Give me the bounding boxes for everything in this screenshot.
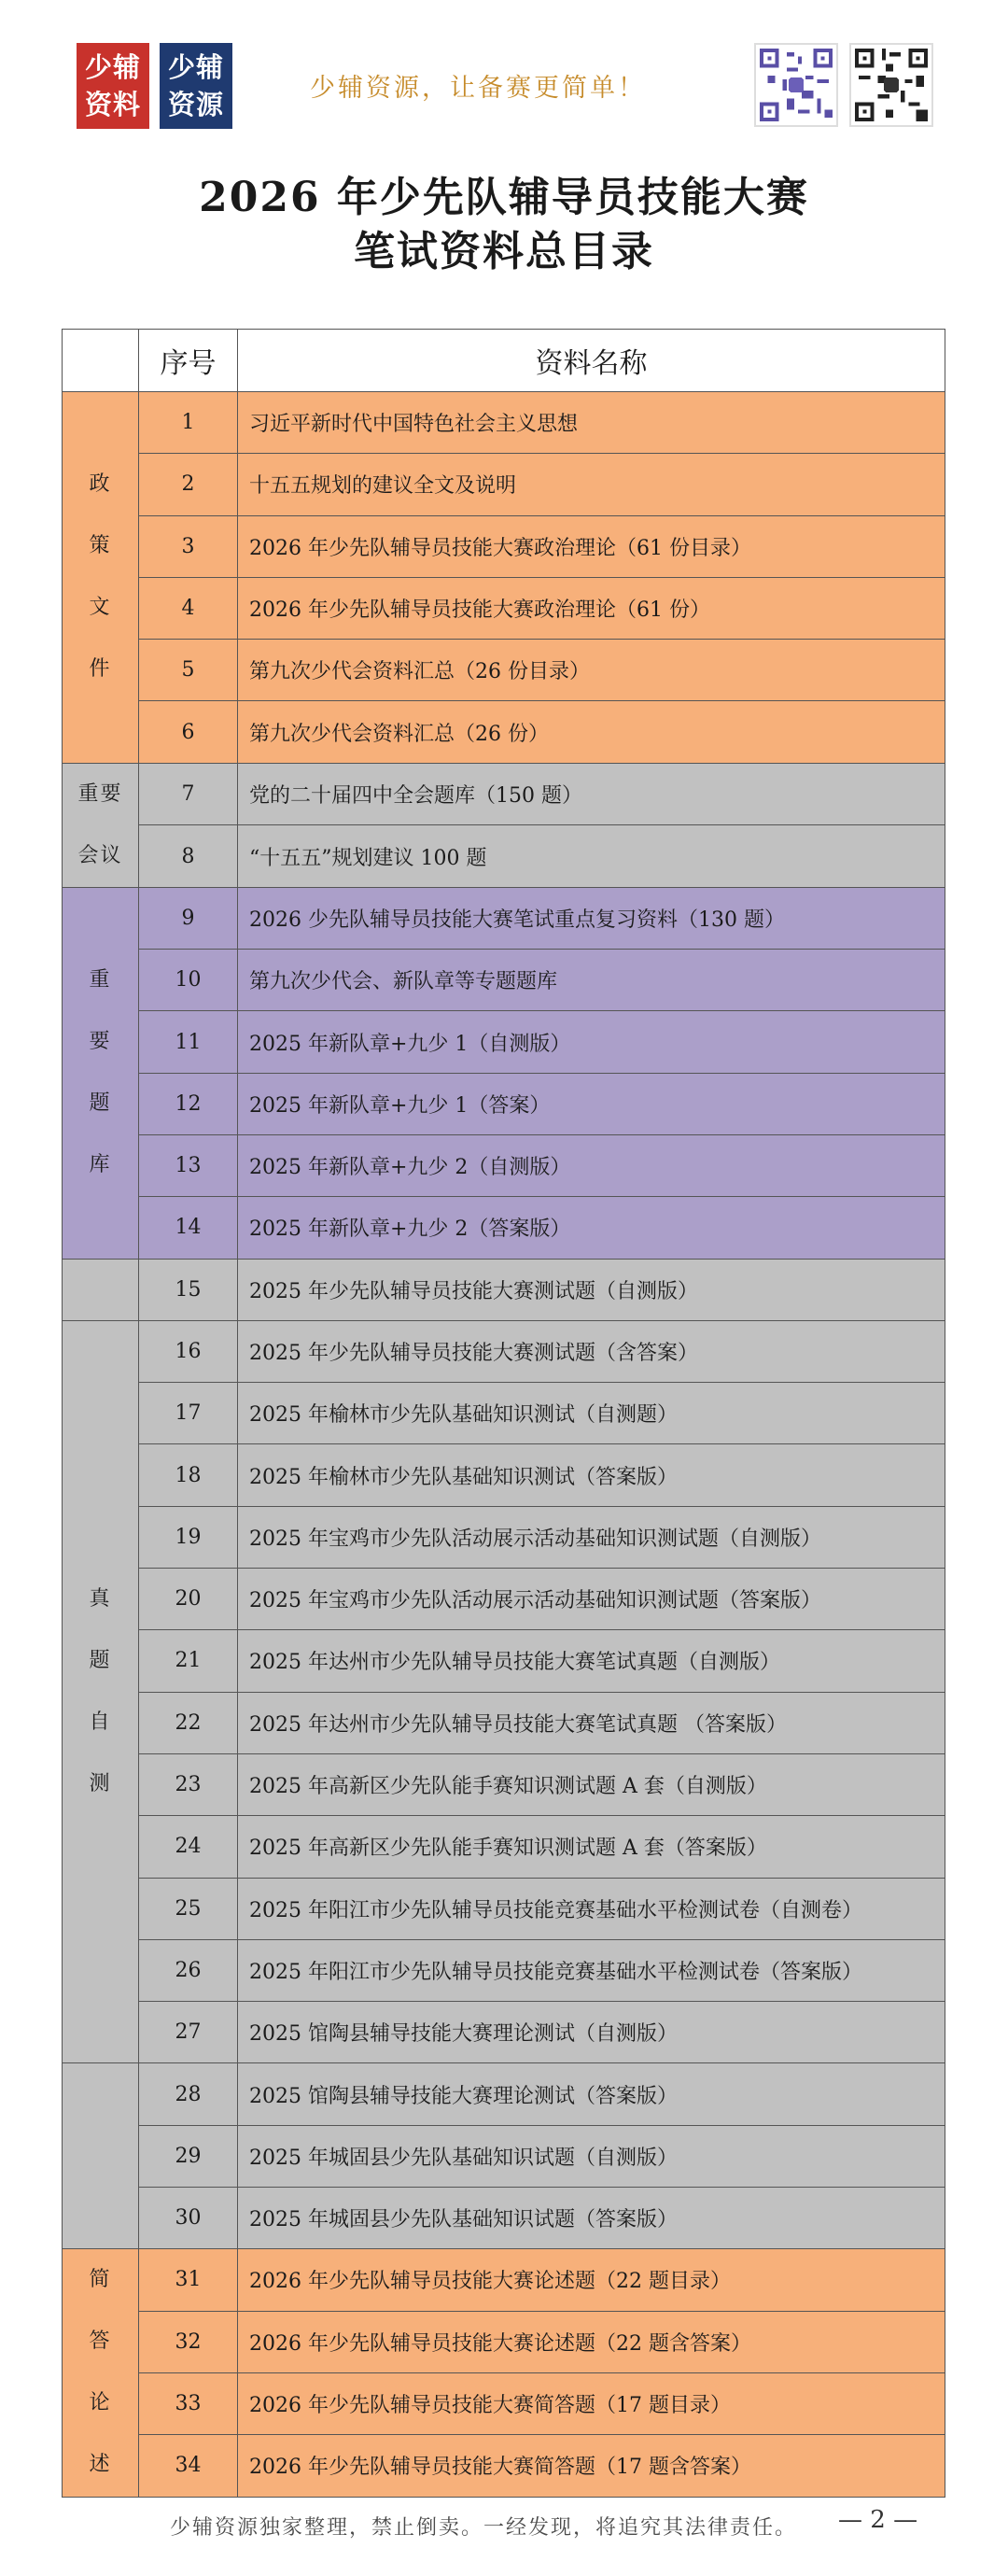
row-number: 29 bbox=[139, 2125, 238, 2187]
table-row bbox=[63, 1630, 945, 1692]
table-row bbox=[63, 1878, 945, 1939]
row-title: 2025 年阳江市少先队辅导员技能竞赛基础水平检测试卷（答案版） bbox=[238, 1939, 945, 2001]
category-important-meetings: 重要 会议 bbox=[63, 763, 139, 887]
row-number: 34 bbox=[139, 2435, 238, 2497]
row-number: 7 bbox=[139, 763, 238, 825]
catalog-table bbox=[62, 329, 945, 2498]
qr-code-icon bbox=[849, 43, 933, 127]
category-policy-documents: 政 策 文 件 bbox=[63, 392, 139, 764]
table-row bbox=[63, 2372, 945, 2434]
row-title: 2025 年新队章+九少 2（自测版） bbox=[238, 1134, 945, 1196]
row-title: 2025 年少先队辅导员技能大赛测试题（含答案） bbox=[238, 1320, 945, 1382]
table-row bbox=[63, 2002, 945, 2063]
category-short-answer-essay: 简 答 论 述 bbox=[63, 2249, 139, 2497]
row-title: 2026 少先队辅导员技能大赛笔试重点复习资料（130 题） bbox=[238, 887, 945, 949]
row-title: 2025 年高新区少先队能手赛知识测试题 A 套（答案版） bbox=[238, 1816, 945, 1878]
row-number: 17 bbox=[139, 1383, 238, 1444]
row-title: 党的二十届四中全会题库（150 题） bbox=[238, 763, 945, 825]
table-row bbox=[63, 640, 945, 701]
row-number: 11 bbox=[139, 1011, 238, 1073]
table-row bbox=[63, 1753, 945, 1815]
row-number: 1 bbox=[139, 392, 238, 454]
row-title: 第九次少代会资料汇总（26 份） bbox=[238, 701, 945, 763]
row-number: 32 bbox=[139, 2311, 238, 2372]
category-blank bbox=[63, 2063, 139, 2249]
row-title: 2026 年少先队辅导员技能大赛简答题（17 题含答案） bbox=[238, 2435, 945, 2497]
table-row bbox=[63, 2063, 945, 2125]
table-row bbox=[63, 2188, 945, 2249]
table-row bbox=[63, 1197, 945, 1259]
row-number: 27 bbox=[139, 2002, 238, 2063]
category-question-bank: 重 要 题 库 bbox=[63, 887, 139, 1259]
row-title: 2025 年高新区少先队能手赛知识测试题 A 套（自测版） bbox=[238, 1753, 945, 1815]
row-title: 2025 年城固县少先队基础知识试题（自测版） bbox=[238, 2125, 945, 2187]
table-row bbox=[63, 1506, 945, 1568]
table-row bbox=[63, 763, 945, 825]
table-row bbox=[63, 1011, 945, 1073]
table-row bbox=[63, 2249, 945, 2311]
row-title: 2025 年宝鸡市少先队活动展示活动基础知识测试题（答案版） bbox=[238, 1569, 945, 1630]
table-row bbox=[63, 2125, 945, 2187]
page-number: — 2 — bbox=[838, 2506, 918, 2534]
row-title: 2025 年宝鸡市少先队活动展示活动基础知识测试题（自测版） bbox=[238, 1506, 945, 1568]
page-title: 2026 年少先队辅导员技能大赛 bbox=[199, 174, 809, 221]
table-row bbox=[63, 392, 945, 454]
page-subtitle: 笔试资料总目录 bbox=[354, 228, 654, 275]
row-title: 2025 年榆林市少先队基础知识测试（答案版） bbox=[238, 1444, 945, 1506]
table-header-row bbox=[63, 330, 945, 392]
table-row bbox=[63, 2311, 945, 2372]
row-number: 21 bbox=[139, 1630, 238, 1692]
table-row bbox=[63, 1939, 945, 2001]
row-title: 2026 年少先队辅导员技能大赛简答题（17 题目录） bbox=[238, 2372, 945, 2434]
row-number: 30 bbox=[139, 2188, 238, 2249]
row-number: 28 bbox=[139, 2063, 238, 2125]
table-row bbox=[63, 577, 945, 639]
row-number: 26 bbox=[139, 1939, 238, 2001]
logo-shaofu-ziliao: 少辅 资料 bbox=[77, 43, 149, 129]
table-row bbox=[63, 1692, 945, 1753]
header-number: 序号 bbox=[139, 330, 238, 392]
table-row bbox=[63, 1383, 945, 1444]
row-title: 2025 年榆林市少先队基础知识测试（自测题） bbox=[238, 1383, 945, 1444]
table-row bbox=[63, 454, 945, 515]
row-title: 2025 年新队章+九少 1（答案） bbox=[238, 1073, 945, 1134]
table-row bbox=[63, 515, 945, 577]
row-number: 16 bbox=[139, 1320, 238, 1382]
row-number: 19 bbox=[139, 1506, 238, 1568]
row-title: 2026 年少先队辅导员技能大赛论述题（22 题目录） bbox=[238, 2249, 945, 2311]
row-number: 8 bbox=[139, 825, 238, 888]
category-real-exam-self-test: 真 题 自 测 bbox=[63, 1320, 139, 2063]
table-row bbox=[63, 701, 945, 763]
footer-notice: 少辅资源独家整理，禁止倒卖。一经发现，将追究其法律责任。 bbox=[170, 2516, 798, 2540]
row-title: 2025 年少先队辅导员技能大赛测试题（自测版） bbox=[238, 1259, 945, 1320]
qr-code-icon bbox=[754, 43, 838, 127]
table-row bbox=[63, 950, 945, 1011]
row-number: 25 bbox=[139, 1878, 238, 1939]
header-category bbox=[63, 330, 139, 392]
row-number: 33 bbox=[139, 2372, 238, 2434]
table-row bbox=[63, 887, 945, 949]
row-number: 22 bbox=[139, 1692, 238, 1753]
row-number: 13 bbox=[139, 1134, 238, 1196]
row-number: 14 bbox=[139, 1197, 238, 1259]
row-number: 4 bbox=[139, 577, 238, 639]
table-row bbox=[63, 1444, 945, 1506]
row-number: 20 bbox=[139, 1569, 238, 1630]
row-number: 3 bbox=[139, 515, 238, 577]
table-row bbox=[63, 1320, 945, 1382]
row-number: 15 bbox=[139, 1259, 238, 1320]
row-title: 第九次少代会、新队章等专题题库 bbox=[238, 950, 945, 1011]
table-row bbox=[63, 1259, 945, 1320]
row-number: 12 bbox=[139, 1073, 238, 1134]
row-title: 2026 年少先队辅导员技能大赛政治理论（61 份目录） bbox=[238, 515, 945, 577]
row-title: 2026 年少先队辅导员技能大赛政治理论（61 份） bbox=[238, 577, 945, 639]
row-title: 2025 年达州市少先队辅导员技能大赛笔试真题（自测版） bbox=[238, 1630, 945, 1692]
table-row bbox=[63, 1134, 945, 1196]
table-row bbox=[63, 1073, 945, 1134]
row-number: 5 bbox=[139, 640, 238, 701]
row-number: 31 bbox=[139, 2249, 238, 2311]
row-number: 24 bbox=[139, 1816, 238, 1878]
row-title: 2025 年城固县少先队基础知识试题（答案版） bbox=[238, 2188, 945, 2249]
slogan: 少辅资源，让备赛更简单！ bbox=[310, 74, 646, 103]
category-blank bbox=[63, 1259, 139, 1320]
row-title: 2025 年达州市少先队辅导员技能大赛笔试真题 （答案版） bbox=[238, 1692, 945, 1753]
row-number: 2 bbox=[139, 454, 238, 515]
row-title: 2025 馆陶县辅导技能大赛理论测试（自测版） bbox=[238, 2002, 945, 2063]
row-title: 2025 馆陶县辅导技能大赛理论测试（答案版） bbox=[238, 2063, 945, 2125]
row-title: 2026 年少先队辅导员技能大赛论述题（22 题含答案） bbox=[238, 2311, 945, 2372]
row-title: 十五五规划的建议全文及说明 bbox=[238, 454, 945, 515]
logo-shaofu-ziyuan: 少辅 资源 bbox=[160, 43, 232, 129]
row-title: 习近平新时代中国特色社会主义思想 bbox=[238, 392, 945, 454]
row-title: “十五五”规划建议 100 题 bbox=[238, 825, 945, 888]
header-name: 资料名称 bbox=[238, 330, 945, 392]
table-row bbox=[63, 1816, 945, 1878]
row-title: 2025 年阳江市少先队辅导员技能竞赛基础水平检测试卷（自测卷） bbox=[238, 1878, 945, 1939]
table-row bbox=[63, 1569, 945, 1630]
row-number: 10 bbox=[139, 950, 238, 1011]
row-title: 2025 年新队章+九少 2（答案版） bbox=[238, 1197, 945, 1259]
row-title: 2025 年新队章+九少 1（自测版） bbox=[238, 1011, 945, 1073]
row-title: 第九次少代会资料汇总（26 份目录） bbox=[238, 640, 945, 701]
row-number: 18 bbox=[139, 1444, 238, 1506]
table-row bbox=[63, 825, 945, 888]
row-number: 6 bbox=[139, 701, 238, 763]
table-row bbox=[63, 2435, 945, 2497]
row-number: 9 bbox=[139, 887, 238, 949]
row-number: 23 bbox=[139, 1753, 238, 1815]
